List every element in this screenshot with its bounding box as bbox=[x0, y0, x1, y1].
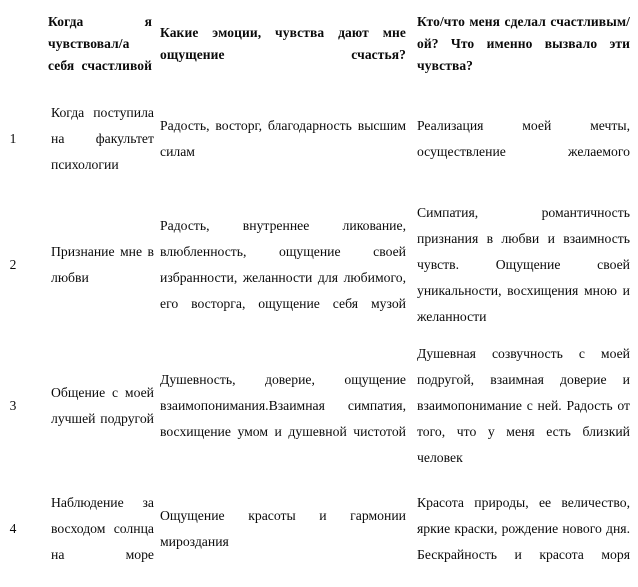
cell-situation: Когда поступила на факультет психологии bbox=[51, 104, 154, 172]
row-number: 2 bbox=[9, 257, 17, 272]
table-row bbox=[0, 471, 638, 587]
column-header-cause: Кто/что меня сделал счастливым/ой? Что именно вызвало эти чувства? bbox=[417, 14, 630, 73]
column-header-emotions: Какие эмоции, чувства дают мне ощущение счастья? bbox=[160, 25, 406, 62]
table-header-row bbox=[0, 0, 638, 88]
cell-situation: Общение с моей лучшей подругой bbox=[51, 385, 154, 426]
row-number: 3 bbox=[9, 398, 17, 413]
table-row bbox=[0, 341, 638, 471]
row-number: 4 bbox=[9, 521, 17, 536]
table-row bbox=[0, 189, 638, 341]
table-body bbox=[0, 88, 638, 587]
cell-cause: Красота природы, ее величество, яркие краски, рождение нового дня. Бескрайность и красота моря bbox=[417, 495, 630, 562]
row-number: 1 bbox=[9, 130, 17, 146]
column-header-situation: Когда я чувствовал/а себя счастливой bbox=[48, 14, 152, 73]
cell-emotions: Ощущение красоты и гармонии мироздания bbox=[160, 508, 406, 549]
table-header bbox=[0, 0, 638, 88]
cell-cause: Душевная созвучность с моей подругой, взаимная доверие и взаимопонимание с ней. Радость от того, что у меня есть близкий человек bbox=[417, 346, 630, 465]
table-row bbox=[0, 88, 638, 189]
cell-situation: Наблюдение за восходом солнца на море bbox=[51, 495, 154, 562]
cell-cause: Симпатия, романтичность признания в любви и взаимность чувств. Ощущение своей уникальности, восхищения мною и желанности bbox=[417, 205, 630, 324]
cell-cause: Реализация моей мечты, осуществление желаемого bbox=[417, 117, 630, 159]
cell-emotions: Радость, восторг, благодарность высшим силам bbox=[160, 117, 406, 159]
cell-emotions: Душевность, доверие, ощущение взаимопонимания.Взаимная симпатия, восхищение умом и душевной чистотой bbox=[160, 372, 406, 439]
cell-situation: Признание мне в любви bbox=[51, 244, 154, 285]
column-header-row-number bbox=[0, 0, 26, 88]
cell-emotions: Радость, внутреннее ликование, влюбленность, ощущение своей избранности, желанности для любимого, его восторга, ощущение себя музой bbox=[160, 218, 406, 311]
